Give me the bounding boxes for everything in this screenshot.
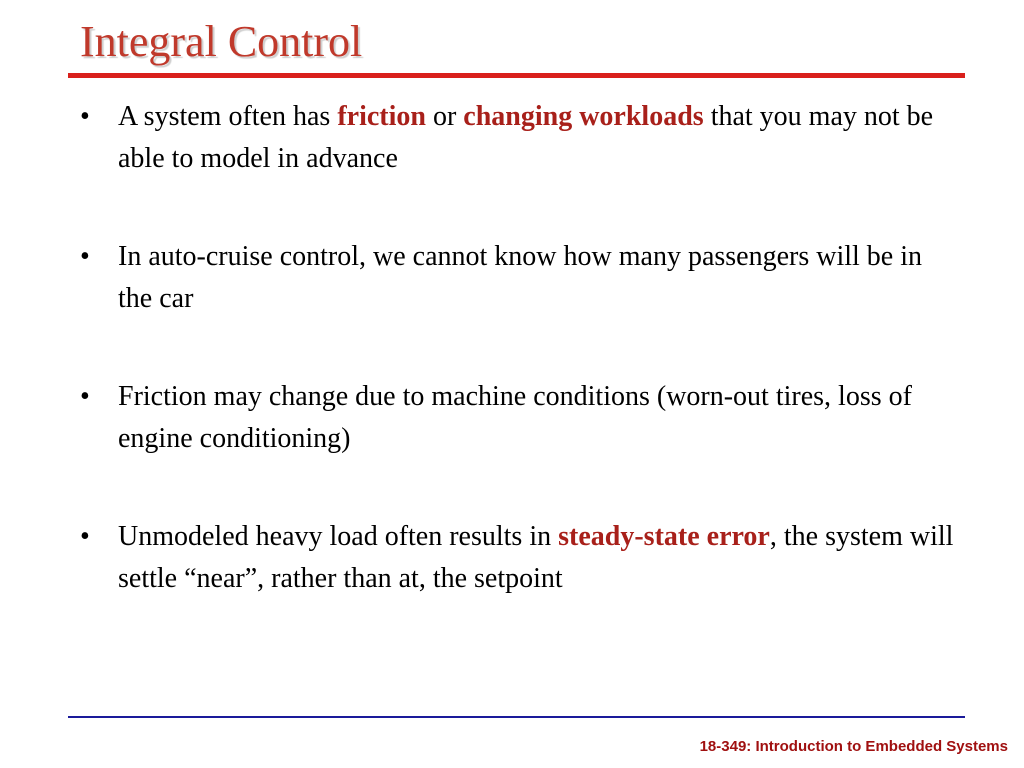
highlight-changing-workloads: changing workloads <box>463 101 704 132</box>
bullet-text: , the system will settle “near”, rather than at, the setpoint <box>118 521 954 594</box>
bullet-glyph: • <box>80 101 90 132</box>
bullet-item <box>72 376 962 460</box>
bullet-glyph: • <box>80 381 90 412</box>
footer-course-label: 18-349: Introduction to Embedded Systems <box>699 738 1008 755</box>
bullet-glyph: • <box>80 521 90 552</box>
title-divider <box>68 73 965 78</box>
bullet-text: In auto-cruise control, we cannot know how many passengers will be in the car <box>118 241 923 314</box>
bullet-list <box>72 96 962 656</box>
bullet-text: or <box>425 101 464 132</box>
bullet-glyph: • <box>80 241 90 272</box>
footer-divider <box>68 716 965 718</box>
bullet-item <box>72 516 962 600</box>
highlight-friction: friction <box>337 101 426 132</box>
slide-title: Integral Control <box>80 17 363 66</box>
bullet-text: Friction may change due to machine conditions (worn-out tires, loss of engine conditioning) <box>118 381 912 454</box>
bullet-text: A system often has <box>118 101 338 132</box>
bullet-item <box>72 96 962 180</box>
highlight-steady-state-error: steady-state error <box>558 521 770 552</box>
bullet-text: Unmodeled heavy load often results in <box>118 521 559 552</box>
bullet-text: that you may not be able to model in advance <box>118 101 934 174</box>
bullet-item <box>72 236 962 320</box>
